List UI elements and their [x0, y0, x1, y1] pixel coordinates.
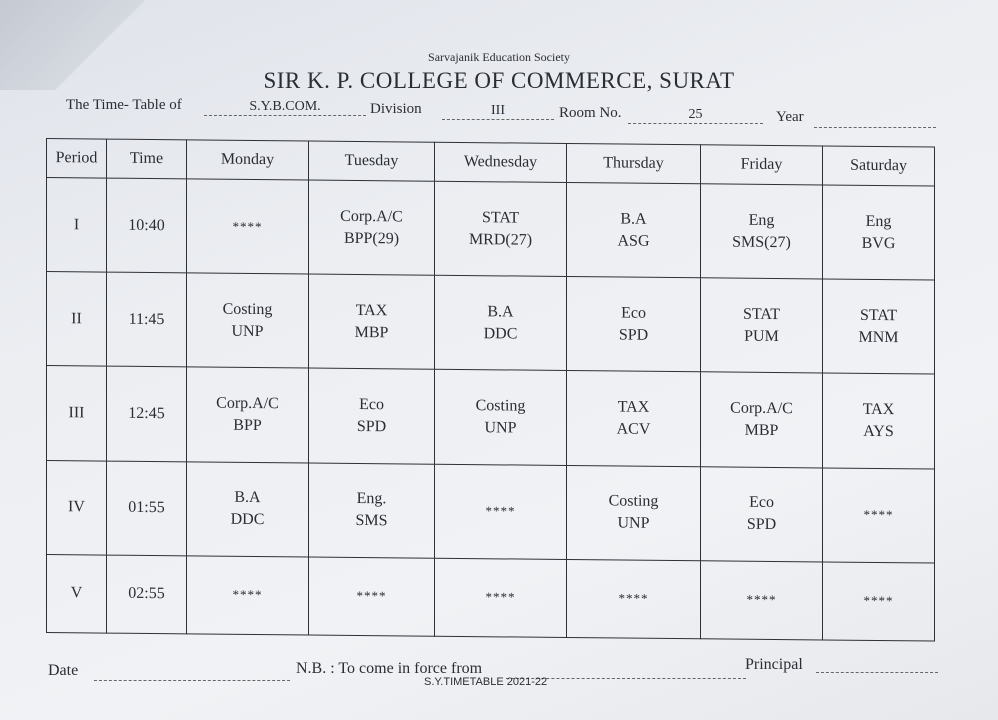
- principal-line: [816, 672, 938, 673]
- header-friday: Friday: [701, 145, 823, 185]
- subject-text: B.A: [620, 210, 647, 228]
- subject-text: Costing: [608, 492, 659, 511]
- date-label: Date: [48, 662, 79, 679]
- division-value: III: [442, 103, 554, 120]
- teacher-text: PUM: [744, 327, 779, 345]
- class-cell-tuesday: [309, 463, 435, 558]
- teacher-text: UNP: [617, 514, 650, 533]
- header-wednesday: Wednesday: [435, 142, 567, 182]
- class-cell-monday: [187, 556, 309, 635]
- time-cell: 10:40: [107, 178, 187, 273]
- teacher-text: DDC: [483, 325, 518, 343]
- room-value: 25: [628, 107, 763, 124]
- class-cell-monday: [187, 462, 309, 557]
- subject-text: Costing: [475, 397, 526, 415]
- subject-text: STAT: [743, 305, 780, 323]
- class-cell-wednesday: [435, 558, 567, 637]
- class-cell-friday: [701, 561, 823, 640]
- table-row: [47, 366, 935, 469]
- teacher-text: DDC: [230, 511, 265, 529]
- subject-text: Eng: [748, 211, 775, 229]
- header-saturday: Saturday: [823, 146, 935, 186]
- class-cell-saturday: [823, 373, 935, 468]
- subject-text: ****: [863, 507, 894, 523]
- period-cell: V: [47, 554, 107, 633]
- class-cell-thursday: [567, 277, 701, 373]
- subject-text: TAX: [355, 301, 388, 320]
- timetable-stamp: S.Y.TIMETABLE 2021-22: [424, 676, 548, 688]
- header-time: Time: [107, 139, 187, 179]
- subject-text: Eco: [359, 396, 384, 414]
- footer: [48, 656, 948, 696]
- table-row: [47, 272, 935, 375]
- subject-text: ****: [232, 587, 263, 603]
- nb-label: N.B. : To come in force from: [296, 660, 483, 677]
- subject-text: ****: [746, 592, 777, 608]
- division-label: Division: [370, 101, 422, 117]
- class-cell-saturday: [823, 562, 935, 641]
- subject-text: Corp.A/C: [340, 207, 403, 226]
- class-cell-thursday: [567, 465, 701, 561]
- subject-text: Eng.: [356, 490, 387, 508]
- class-cell-tuesday: [309, 368, 435, 463]
- subject-text: Corp.A/C: [730, 399, 793, 418]
- class-cell-thursday: [567, 371, 701, 467]
- class-cell-friday: [701, 278, 823, 373]
- header-tuesday: Tuesday: [309, 141, 435, 181]
- class-cell-wednesday: [435, 370, 567, 466]
- room-label: Room No.: [559, 105, 622, 121]
- class-value: S.Y.B.COM.: [204, 99, 366, 116]
- class-cell-monday: [187, 179, 309, 274]
- subject-text: Eco: [621, 304, 646, 322]
- period-cell: III: [47, 366, 107, 461]
- class-cell-wednesday: [435, 275, 567, 371]
- class-cell-thursday: [567, 559, 701, 638]
- year-label: Year: [776, 109, 804, 125]
- class-cell-tuesday: [309, 274, 435, 369]
- teacher-text: BPP: [233, 416, 262, 435]
- subject-text: ****: [618, 590, 649, 607]
- class-cell-monday: [187, 367, 309, 462]
- table-row: [47, 178, 935, 281]
- date-line: [94, 680, 290, 681]
- header-thursday: Thursday: [567, 143, 701, 183]
- period-cell: IV: [47, 460, 107, 555]
- class-cell-wednesday: [435, 464, 567, 560]
- teacher-text: SMS(27): [732, 233, 791, 251]
- timetable-label: The Time- Table of: [66, 97, 182, 113]
- teacher-text: SMS: [355, 512, 388, 530]
- timetable-grid: [46, 138, 935, 642]
- subject-text: B.A: [234, 489, 261, 507]
- class-cell-saturday: [823, 468, 935, 563]
- subject-text: ****: [356, 588, 387, 604]
- principal-label: Principal: [745, 656, 803, 673]
- teacher-text: ASG: [617, 232, 650, 250]
- class-cell-tuesday: [309, 180, 435, 275]
- year-value: [814, 111, 936, 128]
- subject-text: ****: [485, 589, 516, 605]
- class-cell-friday: [701, 372, 823, 467]
- subject-text: ****: [863, 593, 894, 609]
- period-cell: I: [47, 178, 107, 273]
- subject-text: B.A: [487, 303, 514, 321]
- class-cell-saturday: [823, 185, 935, 280]
- teacher-text: SPD: [356, 418, 387, 436]
- class-cell-thursday: [567, 182, 701, 278]
- class-cell-friday: [701, 466, 823, 561]
- timetable-meta: [66, 97, 946, 125]
- teacher-text: UNP: [231, 322, 264, 340]
- teacher-text: AYS: [863, 422, 894, 441]
- table-row: [47, 460, 935, 563]
- teacher-text: SPD: [618, 326, 649, 344]
- subject-text: ****: [232, 218, 263, 234]
- class-cell-tuesday: [309, 557, 435, 636]
- subject-text: TAX: [617, 398, 650, 416]
- college-title: SIR K. P. COLLEGE OF COMMERCE, SURAT: [263, 68, 735, 93]
- subject-text: Costing: [222, 300, 273, 319]
- table-row: [47, 554, 935, 641]
- subject-text: ****: [485, 503, 516, 519]
- header-period: Period: [47, 139, 107, 179]
- subject-text: Corp.A/C: [216, 394, 279, 413]
- teacher-text: BPP(29): [343, 229, 400, 247]
- class-cell-wednesday: [435, 181, 567, 277]
- class-cell-monday: [187, 273, 309, 368]
- teacher-text: ACV: [616, 420, 651, 438]
- class-cell-friday: [701, 184, 823, 279]
- period-cell: II: [47, 272, 107, 367]
- time-cell: 01:55: [107, 461, 187, 556]
- subject-text: Eco: [749, 494, 774, 512]
- subject-text: TAX: [862, 400, 895, 419]
- teacher-text: MNM: [858, 328, 899, 347]
- time-cell: 11:45: [107, 272, 187, 367]
- society-name: Sarvajanik Education Society: [428, 50, 570, 64]
- class-cell-saturday: [823, 279, 935, 374]
- teacher-text: SPD: [746, 516, 777, 534]
- teacher-text: MBP: [354, 323, 389, 342]
- teacher-text: MBP: [744, 421, 779, 440]
- teacher-text: BVG: [861, 234, 896, 252]
- time-cell: 02:55: [107, 555, 187, 634]
- time-cell: 12:45: [107, 367, 187, 462]
- subject-text: STAT: [860, 306, 897, 325]
- teacher-text: UNP: [484, 419, 517, 437]
- subject-text: Eng: [865, 212, 892, 230]
- subject-text: STAT: [482, 208, 519, 227]
- teacher-text: MRD(27): [468, 230, 533, 249]
- header-monday: Monday: [187, 140, 309, 180]
